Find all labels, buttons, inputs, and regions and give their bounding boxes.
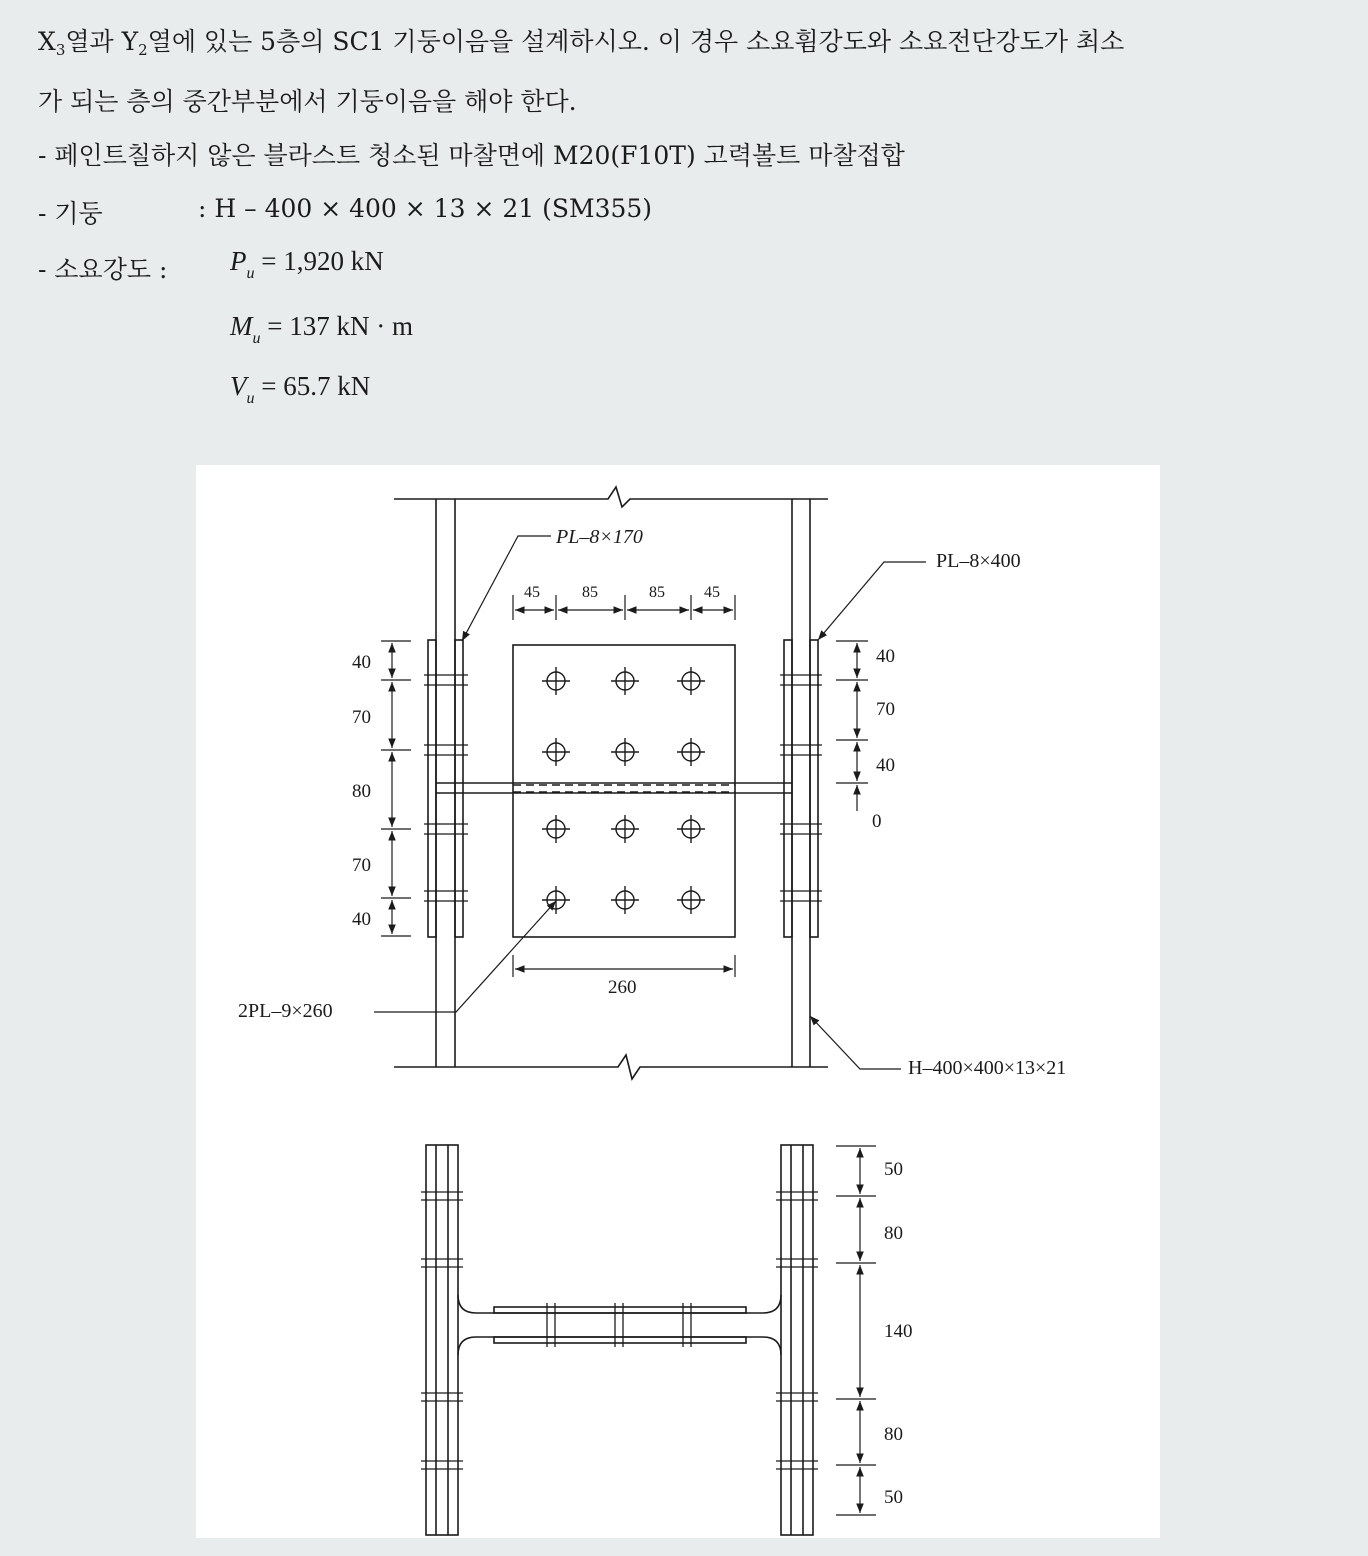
dim-right-3: 40 (876, 755, 895, 776)
dim-right-4: 0 (872, 811, 882, 832)
dim-section-1: 50 (884, 1159, 903, 1180)
problem-line-1 (38, 22, 1124, 59)
dim-left-5: 40 (352, 909, 371, 930)
mu-symbol: M (230, 311, 253, 341)
label-flange-pl-right: PL–8×400 (936, 550, 1021, 572)
leader-lines (374, 536, 926, 1069)
mu-equation (230, 311, 413, 348)
problem-line-3: - 페인트칠하지 않은 블라스트 청소된 마찰면에 M20(F10T) 고력볼트 마찰접합 (38, 141, 905, 170)
problem-line-5: - 소요강도 : (38, 255, 168, 284)
dim-right-1: 40 (876, 646, 895, 667)
y-subscript: 2 (138, 41, 148, 59)
dim-bottom-260: 260 (608, 977, 637, 998)
vu-value: = 65.7 kN (261, 371, 371, 401)
top-break-line (394, 487, 828, 507)
text-a: 열과 Y (65, 27, 139, 56)
dim-left-4: 70 (352, 855, 371, 876)
dim-section-2: 80 (884, 1223, 903, 1244)
label-web-pl: 2PL–9×260 (238, 1000, 333, 1022)
label-flange-pl-left: PL–8×170 (556, 526, 643, 548)
bottom-break-line (394, 1055, 828, 1079)
column-section (426, 1145, 813, 1535)
left-dimension-lines (381, 641, 411, 936)
dim-top-4: 45 (704, 584, 720, 601)
mu-value: = 137 kN · m (267, 311, 413, 341)
top-dimension-lines (513, 595, 735, 620)
right-dimension-lines (836, 641, 868, 811)
pu-symbol: P (230, 246, 247, 276)
dim-right-2: 70 (876, 699, 895, 720)
dim-section-3: 140 (884, 1321, 913, 1342)
pu-equation (230, 246, 384, 283)
dim-section-5: 50 (884, 1487, 903, 1508)
web-splice-plate (513, 645, 735, 937)
dim-left-3: 80 (352, 781, 371, 802)
x-symbol: X (38, 27, 56, 56)
text-b: 열에 있는 5층의 SC1 기둥이음을 설계하시오. 이 경우 소요휨강도와 소요전단강도가 최소 (147, 27, 1125, 56)
bleed-through (930, 92, 937, 117)
dim-top-3: 85 (649, 584, 665, 601)
vu-symbol: V (230, 371, 247, 401)
splice-drawing-svg (196, 465, 1160, 1538)
dim-top-1: 45 (524, 584, 540, 601)
vu-subscript: u (246, 390, 255, 407)
column-label: - 기둥 (38, 199, 103, 228)
bottom-dimension-line (513, 955, 735, 977)
dim-section-4: 80 (884, 1424, 903, 1445)
splice-drawing (196, 465, 1160, 1538)
mu-subscript: u (252, 330, 261, 347)
pu-subscript: u (246, 265, 255, 282)
dim-left-1: 40 (352, 652, 371, 673)
dim-left-2: 70 (352, 707, 371, 728)
x-subscript: 3 (55, 41, 66, 59)
pu-value: = 1,920 kN (261, 246, 384, 276)
section-dimension-lines (836, 1146, 876, 1515)
problem-line-4 (38, 194, 653, 230)
label-column: H–400×400×13×21 (908, 1057, 1067, 1079)
column-value: : H – 400 × 400 × 13 × 21 (SM355) (198, 194, 653, 223)
flange-bolts (424, 675, 822, 901)
dim-top-2: 85 (582, 584, 598, 601)
vu-equation (230, 371, 370, 408)
problem-line-2: 가 되는 층의 중간부분에서 기둥이음을 해야 한다. (38, 87, 577, 116)
section-bolts (421, 1192, 818, 1469)
web-bolts (542, 667, 705, 914)
